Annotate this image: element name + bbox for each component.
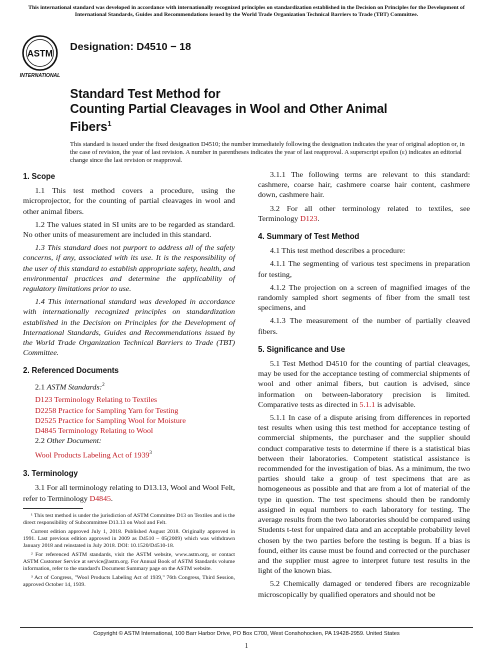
issue-note: This standard is issued under the fixed designation D4510; the number immediately following the designation indicates the year of original adoption or, in the case of revision, the year of last revision. A number in parentheses indicates the year of last reapproval. A superscript epsilon (ε) indicates an editorial change since the last revision or reapproval. — [70, 141, 465, 165]
footnote-rule — [23, 508, 83, 509]
paragraph-3-1 — [23, 483, 235, 503]
paragraph-5-2: 5.2 Chemically damaged or tendered fibers are recognizable microscopically by qualified operators and should not be — [258, 579, 470, 599]
footnote-3: ³ Act of Congress, "Wool Products Labeling Act of 1939," 76th Congress, Third Session, approved October 14, 1939. — [23, 575, 235, 588]
reference-title[interactable]: Practice for Sampling Yarn for Testing — [56, 405, 179, 415]
paragraph-4-1-2: 4.1.2 The projection on a screen of magnified images of the randomly sampled short segments of fiber from the small test specimens, and — [258, 282, 470, 313]
paragraph-1-3: 1.3 This standard does not purport to address all of the safety concerns, if any, associated with its use. It is the responsibility of the user of this standard to establish appropriate safety, health, and environmental practices and determine the applicability of regulatory limitations prior to use. — [23, 243, 235, 294]
footnote-2: ² For referenced ASTM standards, visit the ASTM website, www.astm.org, or contact ASTM Customer Service at service@astm.org. For Annual Book of ASTM Standards volume information, refer to the standard's Document Summary page on the ASTM website. — [23, 552, 235, 572]
reference-item[interactable] — [35, 416, 235, 426]
section-heading-summary: 4. Summary of Test Method — [258, 232, 360, 242]
paragraph-4-1-3: 4.1.3 The measurement of the number of partially cleaved fibers. — [258, 316, 470, 336]
reference-code-link[interactable]: D2525 — [35, 415, 57, 425]
title-line-1: Standard Test Method for — [70, 87, 221, 101]
footnote-mark-3: 3 — [149, 451, 152, 457]
paragraph-1-2: 1.2 The values stated in SI units are to be regarded as standard. No other units of measurement are included in this standard. — [23, 219, 235, 240]
reference-code-link[interactable]: D2258 — [35, 405, 57, 415]
paragraph-5-1-text: 5.1 Test Method D4510 for the counting of partial cleavages, may be used for the acceptance testing of commercial shipments of wool and other animal fibers, but caution is advised, since information on between-laboratory precision is limited. Comparative tests as directed in — [258, 359, 470, 409]
paragraph-5-1 — [258, 359, 470, 410]
footnotes — [23, 508, 235, 591]
document-title — [70, 87, 470, 135]
terminology-link-d123[interactable]: D123 — [300, 213, 318, 223]
paragraph-3-2-end: . — [317, 213, 320, 223]
paragraph-1-4: 1.4 This international standard was developed in accordance with internationally recognized principles on standardization established in the Decision on Principles for the Development of International Standards, Guides and Recommendations issued by the World Trade Organization Technical Barriers to Trade (TBT) Committee. — [23, 297, 235, 358]
svg-text:INTERNATIONAL: INTERNATIONAL — [19, 73, 61, 79]
paragraph-4-1: 4.1 This test method describes a procedure: — [270, 246, 406, 256]
reference-item[interactable] — [35, 426, 235, 436]
title-line-2: Counting Partial Cleavages in Wool and Other Animal — [70, 102, 388, 116]
section-heading-scope: 1. Scope — [23, 172, 56, 181]
section-link-5-1-1[interactable]: 5.1.1 — [359, 399, 376, 409]
paragraph-2-1 — [23, 381, 235, 393]
page-number: 1 — [244, 642, 249, 650]
designation: Designation: D4510 − 18 — [70, 41, 192, 53]
left-column — [23, 170, 235, 507]
other-document-item[interactable] — [35, 449, 235, 461]
paragraph-5-1-1: 5.1.1 In case of a dispute arising from differences in reported test results when using this test method for acceptance testing of commercial shipments, the purchaser and the supplier should conduct comparative tests to determine if there is a statistical bias between their laboratories. Competent statistical assistance is recommended for the investigation of bias. As a minimum, the two parties should take a group of test specimens that are as homogeneous as possible and that are from a lot of material of the type in question. The test specimens should then be randomly assigned in equal numbers to each laboratory for testing. The average results from the two laboratories should be compared using Students t-test for unpaired data and an acceptable probability level chosen by the two parties before the testing is begun. If a bias is found, either its cause must be found and corrected or the purchaser and the supplier must agree to interpret future test results in the light of the known bias. — [258, 413, 470, 576]
footnote-1-edition: Current edition approved July 1, 2018. Published August 2018. Originally approved in 1991. Last previous edition approved in 2009 as D4510 – 05(2009) which was withdrawn January 2018 and reinstated in July 2018. DOI: 10.1520/D4510-18. — [23, 529, 235, 549]
astm-logo-icon — [19, 33, 61, 79]
astm-standards-label: ASTM Standards: — [46, 382, 103, 392]
section-heading-referenced-documents: 2. Referenced Documents — [23, 366, 119, 376]
paragraph-4-1-1: 4.1.1 The segmenting of various test specimens in preparation for testing, — [258, 259, 470, 279]
paragraph-3-1-end: . — [110, 493, 113, 503]
paragraph-2-2-label: 2.2 — [35, 436, 47, 446]
right-column — [258, 170, 470, 603]
title-line-3-text: Fibers — [70, 120, 108, 135]
section-heading-significance: 5. Significance and Use — [258, 344, 346, 354]
paragraph-2-2 — [23, 436, 235, 446]
svg-text:ASTM: ASTM — [27, 48, 53, 59]
terminology-link-d4845[interactable]: D4845 — [89, 493, 111, 503]
copyright-footer: Copyright © ASTM International, 100 Barr Harbor Drive, PO Box C700, West Conshohocken, PA 19428-2959. United States — [20, 627, 473, 637]
footnote-mark-2: 2 — [102, 382, 105, 388]
title-footnote-mark: 1 — [107, 121, 112, 128]
tbt-notice: This international standard was developed in accordance with internationally recognized principles on standardization established in the Decision on Principles for the Development of International Standards, Guides and Recommendations issued by the World Trade Organization Technical Barriers to Trade (TBT) Committee. — [28, 5, 465, 18]
reference-title[interactable]: Terminology Relating to Wool — [56, 426, 154, 436]
other-document-link[interactable]: Wool Products Labeling Act of 1939 — [35, 451, 150, 461]
paragraph-3-1-text: 3.1 For all terminology relating to D13.13, Wool and Wool Felt, refer to Terminology — [23, 483, 235, 503]
paragraph-3-1-1: 3.1.1 The following terms are relevant to this standard: cashmere, coarse hair, cashmere coarse hair content, cashmere down, cashmere hair. — [258, 170, 470, 200]
paragraph-1-1: 1.1 This test method covers a procedure, using the microprojector, for the counting of partial cleavages in wool and other animal fibers. — [23, 186, 235, 216]
section-heading-terminology: 3. Terminology — [23, 469, 78, 479]
reference-title[interactable]: Practice for Sampling Wool for Moisture — [56, 415, 186, 425]
reference-code-link[interactable]: D4845 — [35, 426, 57, 436]
reference-item[interactable] — [35, 406, 235, 416]
paragraph-3-2-text: 3.2 For all other terminology related to textiles, see Terminology — [258, 203, 470, 223]
footnote-1: ¹ This test method is under the jurisdiction of ASTM Committee D13 on Textiles and is the direct responsibility of Subcommittee D13.13 on Wool and Felt. — [23, 513, 235, 526]
paragraph-2-1-label: 2.1 — [35, 382, 47, 392]
paragraph-5-1-end: is advisable. — [375, 399, 416, 409]
paragraph-3-2 — [258, 204, 470, 224]
other-document-label: Other Document: — [46, 436, 102, 446]
title-line-3 — [70, 117, 470, 135]
reference-code-link[interactable]: D123 — [35, 395, 53, 405]
reference-title[interactable]: Terminology Relating to Textiles — [52, 395, 158, 405]
reference-item[interactable] — [35, 395, 235, 405]
